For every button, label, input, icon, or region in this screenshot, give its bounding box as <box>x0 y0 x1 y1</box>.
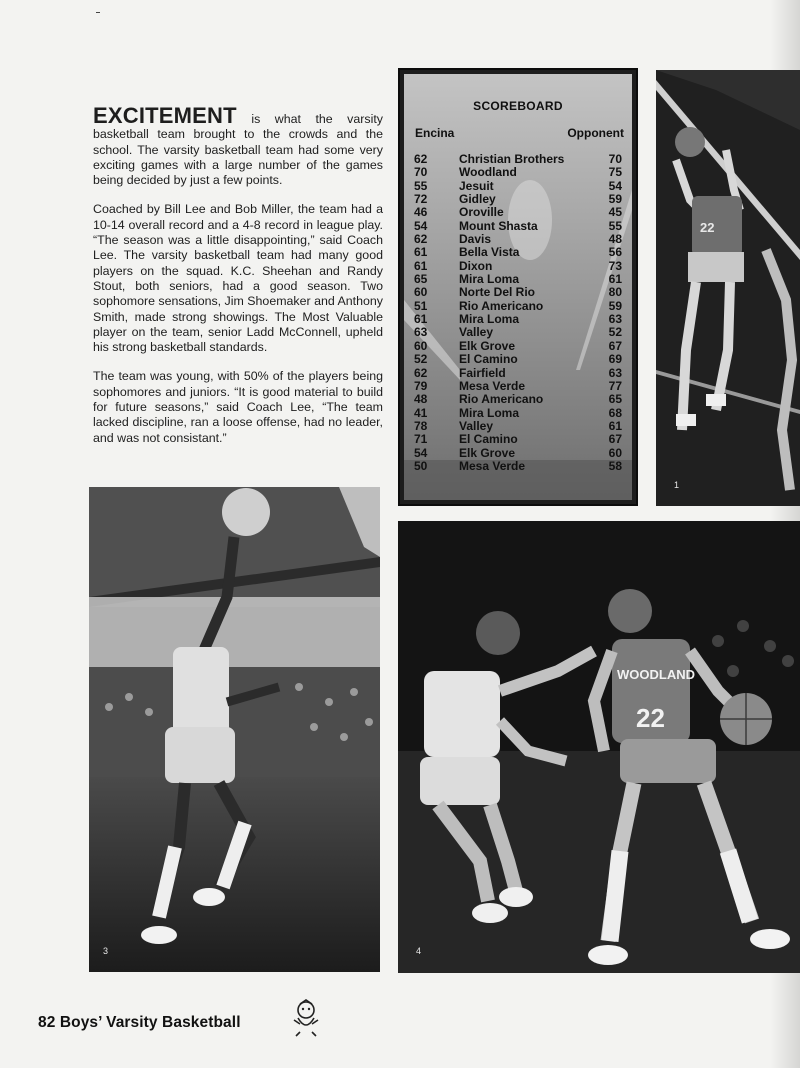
scoreboard-encina-score: 61 <box>414 245 428 260</box>
scoreboard-encina-score: 61 <box>414 312 428 327</box>
scoreboard-opponent-score: 61 <box>608 272 622 287</box>
scoreboard-row <box>400 353 636 366</box>
scoreboard-opponent-score: 63 <box>608 365 622 380</box>
photo-1-jump-shot <box>656 70 800 506</box>
scoreboard-opponent-name: Mesa Verde <box>459 378 526 393</box>
scoreboard-encina-score: 62 <box>414 232 428 247</box>
scoreboard-encina-score: 61 <box>414 258 428 273</box>
scoreboard-row <box>400 407 636 420</box>
scoreboard-opponent-name: Bella Vista <box>459 245 520 260</box>
scoreboard-opponent-score: 45 <box>608 205 622 220</box>
scoreboard-row <box>400 447 636 460</box>
scoreboard-row <box>400 326 636 339</box>
scoreboard-opponent-score: 63 <box>608 312 622 327</box>
scoreboard-opponent-score: 67 <box>608 432 622 447</box>
scoreboard-opponent-name: Fairfield <box>459 365 506 380</box>
scoreboard-opponent-score: 59 <box>608 298 622 313</box>
photo-4-jersey-number: 22 <box>636 703 665 733</box>
scoreboard-opponent-name: Davis <box>459 232 492 247</box>
scoreboard-panel <box>398 68 638 506</box>
photo-3-number: 3 <box>103 946 109 956</box>
scoreboard-encina-score: 51 <box>414 298 428 313</box>
mascot-logo-icon <box>288 998 324 1038</box>
scoreboard-encina-score: 54 <box>414 218 428 233</box>
scoreboard-encina-score: 60 <box>414 338 428 353</box>
print-mark <box>96 12 100 13</box>
scoreboard-row <box>400 313 636 326</box>
scoreboard-opponent-name: Valley <box>459 325 494 340</box>
scoreboard-opponent-score: 48 <box>608 232 622 247</box>
scoreboard-opponent-score: 70 <box>608 152 622 166</box>
scoreboard-row <box>400 460 636 473</box>
scoreboard-encina-score: 54 <box>414 445 428 460</box>
photo-3-illustration <box>89 487 380 972</box>
scoreboard-header-opponent: Opponent <box>567 126 624 140</box>
photo-1-jersey-number: 22 <box>700 220 715 235</box>
article-paragraph-1 <box>93 103 383 188</box>
scoreboard-opponent-score: 77 <box>608 378 622 393</box>
photo-4-number: 4 <box>416 946 422 956</box>
scoreboard-encina-score: 41 <box>414 405 428 420</box>
photo-4-illustration <box>398 521 800 973</box>
scoreboard-encina-score: 50 <box>414 458 428 473</box>
scoreboard-opponent-score: 60 <box>608 445 622 460</box>
scoreboard-opponent-name: Gidley <box>459 192 496 207</box>
article-paragraph-1-text: is what the varsity basketball team brought to the crowds and the school. The varsity basketball team had some very exciting games with a large number of the games being decided by just a few points. <box>93 112 383 188</box>
photo-3-layup <box>89 487 380 972</box>
scoreboard-row <box>400 286 636 299</box>
scoreboard-encina-score: 72 <box>414 192 428 207</box>
scoreboard-opponent-score: 61 <box>608 418 622 433</box>
scoreboard-encina-score: 55 <box>414 178 428 193</box>
article-paragraph-2: Coached by Bill Lee and Bob Miller, the team had a 10-14 overall record and a 4-8 record in league play. “The season was a little disappointing,” said Coach Lee. The varsity basketball team had many good players on the squad. K.C. Sheehan and Randy Stout, both seniors, had a good season. Two sophomore sensations, Jim Shoemaker and Anthony Smith, made strong showings. The Most Valuable player on the team, senior Ladd McConnell, upheld his strong basketball standards. <box>93 202 383 355</box>
photo-4-dribble <box>398 521 800 973</box>
scoreboard-opponent-score: 73 <box>608 258 622 273</box>
scoreboard-opponent-name: Valley <box>459 418 494 433</box>
scoreboard-opponent-score: 67 <box>608 338 622 353</box>
scoreboard-opponent-score: 65 <box>608 392 622 407</box>
scoreboard-opponent-name: Oroville <box>459 205 504 220</box>
scoreboard-opponent-score: 75 <box>608 165 622 180</box>
scoreboard-row <box>400 153 636 166</box>
scoreboard-row <box>400 380 636 393</box>
scoreboard-encina-score: 48 <box>414 392 428 407</box>
scoreboard-opponent-score: 56 <box>608 245 622 260</box>
scoreboard-opponent-name: Dixon <box>459 258 493 273</box>
article-body <box>93 103 383 460</box>
scoreboard-opponent-score: 69 <box>608 352 622 367</box>
scoreboard-encina-score: 65 <box>414 272 428 287</box>
scoreboard-opponent-name: Mira Loma <box>459 405 520 420</box>
scoreboard-row <box>400 206 636 219</box>
scoreboard-opponent-name: El Camino <box>459 352 518 367</box>
scoreboard-opponent-score: 55 <box>608 218 622 233</box>
scoreboard-encina-score: 52 <box>414 352 428 367</box>
scoreboard-opponent-score: 80 <box>608 285 622 300</box>
scoreboard-row <box>400 367 636 380</box>
scoreboard-opponent-score: 68 <box>608 405 622 420</box>
scoreboard-row <box>400 180 636 193</box>
scoreboard-encina-score: 60 <box>414 285 428 300</box>
article-paragraph-3: The team was young, with 50% of the players being sophomores and juniors. “It is good material to build for future seasons,” said Coach Lee, “The team lacked discipline, ran a loose offense, had no leader, and was not consistant.” <box>93 369 383 445</box>
scoreboard-opponent-name: Jesuit <box>459 178 494 193</box>
scoreboard-row <box>400 193 636 206</box>
lead-word: EXCITEMENT <box>93 103 237 128</box>
scoreboard-opponent-name: Elk Grove <box>459 445 516 460</box>
scoreboard-opponent-score: 54 <box>608 178 622 193</box>
scoreboard-row <box>400 393 636 406</box>
scoreboard-encina-score: 78 <box>414 418 428 433</box>
scoreboard-encina-score: 46 <box>414 205 428 220</box>
scoreboard-encina-score: 71 <box>414 432 428 447</box>
scoreboard-row <box>400 433 636 446</box>
scoreboard-opponent-name: Christian Brothers <box>459 152 565 166</box>
scoreboard-opponent-name: El Camino <box>459 432 518 447</box>
scoreboard-header-encina: Encina <box>415 126 455 140</box>
scoreboard-encina-score: 62 <box>414 152 428 166</box>
scoreboard-row <box>400 246 636 259</box>
scoreboard-row <box>400 233 636 246</box>
scoreboard-opponent-name: Mount Shasta <box>459 218 538 233</box>
scoreboard-row <box>400 273 636 286</box>
scoreboard-opponent-score: 52 <box>608 325 622 340</box>
scoreboard-encina-score: 62 <box>414 365 428 380</box>
scoreboard-opponent-name: Elk Grove <box>459 338 516 353</box>
scoreboard-encina-score: 63 <box>414 325 428 340</box>
scoreboard-opponent-name: Mira Loma <box>459 312 520 327</box>
scoreboard-opponent-name: Rio Americano <box>459 298 544 313</box>
scoreboard-title: SCOREBOARD <box>473 99 563 113</box>
scoreboard-encina-score: 79 <box>414 378 428 393</box>
scoreboard-opponent-name: Mira Loma <box>459 272 520 287</box>
scoreboard-row <box>400 260 636 273</box>
photo-4-jersey-text: WOODLAND <box>617 667 695 682</box>
scoreboard-row <box>400 420 636 433</box>
photo-1-number: 1 <box>674 480 680 490</box>
scoreboard-row <box>400 340 636 353</box>
photo-1-illustration <box>656 70 800 506</box>
scoreboard-opponent-name: Mesa Verde <box>459 458 526 473</box>
scoreboard-row <box>400 166 636 179</box>
scoreboard-row <box>400 300 636 313</box>
scoreboard-rows <box>400 153 636 473</box>
page-footer-label: 82 Boys’ Varsity Basketball <box>38 1014 241 1031</box>
scoreboard-opponent-name: Norte Del Rio <box>459 285 536 300</box>
scoreboard-opponent-score: 59 <box>608 192 622 207</box>
scoreboard-opponent-score: 58 <box>608 458 622 473</box>
scoreboard-row <box>400 220 636 233</box>
scoreboard-opponent-name: Rio Americano <box>459 392 544 407</box>
scoreboard-opponent-name: Woodland <box>459 165 517 180</box>
scoreboard-encina-score: 70 <box>414 165 428 180</box>
